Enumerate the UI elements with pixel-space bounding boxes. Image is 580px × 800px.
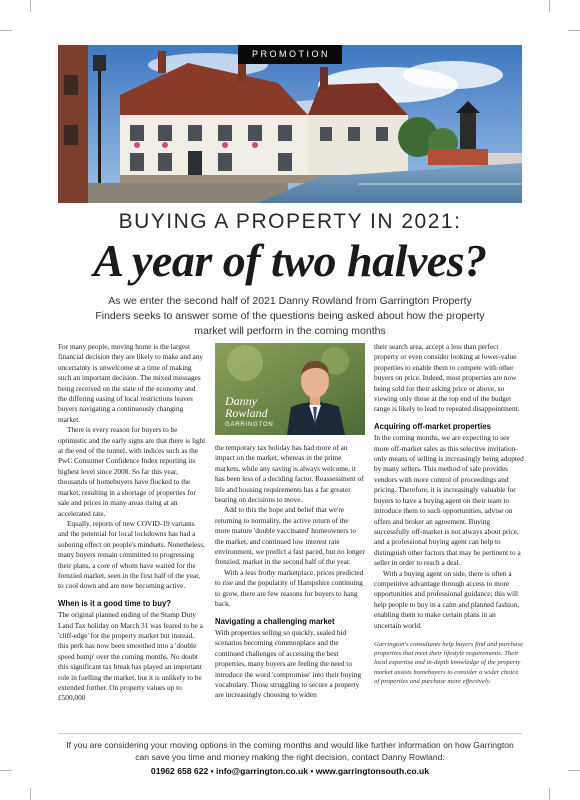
paragraph: With properties selling so quickly, sealed bid scenarios becoming commonplace and the continued challenges of accessing the best properties, many buyers are feeling the need to introduce the word 'compromise' into their buying vocabulary. Those struggling to secure a property are increasingly choosing to widen <box>215 627 362 700</box>
article-headline: A year of two halves? <box>93 235 487 286</box>
paragraph: With a less frothy marketplace, prices predicted to rise and the popularity of Hampshire continuing to grow, there are few reasons for buyers to hang back. <box>215 567 364 609</box>
company-note: Garrington's consultants help buyers find and purchase properties that meet their lifestyle requirements. Their local expertise and in-depth knowledge of the property market assists homebuyers to consider a wider choice of properties and purchase more effectively. <box>374 640 524 685</box>
paragraph: In the coming months, we are expecting to see more off-market sales as this selective invitation-only means of selling is increasingly being adopted by many sellers. This method of sale provides vendors with more control of proceedings and pricing. Therefore, it is increasingly valuable for buyers to have a buying agent on their team to introduce them to such opportunities, advise on offers and broker an agreement. Buying successfully off-market is not always about price, and a professional buying agent can help to distinguish other factors that may be pertinent to a seller in order to reach a deal. <box>374 433 524 568</box>
paragraph: Add to this the hope and belief that we're returning to normality, the active return of the more mature 'double vaccinated' homeowners to the market, and continued low interest rate environment, we predict a fast paced, but no longer frenzied, market in the second half of the year. <box>215 505 365 567</box>
crop-mark <box>30 788 31 800</box>
article-column-2 <box>215 443 365 701</box>
section-heading: Acquiring off-market properties <box>374 421 491 431</box>
paragraph: There is every reason for buyers to be optimistic and the early signs are that there is light at the end of the tunnel, with indices such as the PwC Consumer Confidence Index reporting its highest level since 2008. So far this year, thousands of homebuyers have flocked to the market, resulting in a shortage of properties for sale and prices in many areas rising at an accelerated rate. <box>58 425 206 518</box>
paragraph: The original planned ending of the Stamp Duty Land Tax holiday on March 31 was feared to be a 'cliff-edge' for the property market but instead, this perk has now been smoothed into a 'double speed bump' over the coming months. No doubt this significant tax break has played an important role in fuelling the market, but it is unlikely to be extended further. On property values up to £500,000 <box>58 610 203 703</box>
article-kicker: BUYING A PROPERTY IN 2021: <box>118 210 462 233</box>
paragraph: Equally, reports of new COVID-19 variants and the potential for local lockdowns has had a sobering effect on people's mindsets. Nonetheless, many buyers remain committed to progressing their plans, a core of whom have waited for the frenzied market, seen in the first half of the year, to cool down and are now becoming active. <box>58 518 205 591</box>
crop-mark <box>0 30 12 31</box>
contact-details: 01962 658 622 • info@garrington.co.uk • www.garringtonsouth.co.uk <box>150 766 430 776</box>
promotion-badge: PROMOTION <box>238 45 342 64</box>
caption-last-name: Rowland <box>225 406 268 420</box>
article-standfirst: As we enter the second half of 2021 Danny Rowland from Garrington Property Finders seeks to answer some of the questions being asked about how the property market will perform in the coming months <box>95 295 485 337</box>
paragraph: their search area, accept a less than perfect property or even consider looking at lower-value properties to enable them to compete with other buyers on price. Indeed, most properties are now being sold for their asking price or above, so viewing only those at the top end of the budget range is likely to lead to repeated disappointment. <box>374 342 520 414</box>
portrait-caption-company: GARRINGTON <box>225 422 274 428</box>
crop-mark <box>568 30 580 31</box>
section-heading: Navigating a challenging market <box>215 616 335 626</box>
village-scene-image <box>58 45 522 203</box>
portrait-caption-name <box>225 395 268 419</box>
caption-first-name: Danny <box>225 394 257 408</box>
footer-divider <box>58 733 522 734</box>
crop-mark <box>30 0 31 12</box>
crop-mark <box>549 0 550 12</box>
paragraph: For many people, moving home is the largest financial decision they are likely to make and any uncertainty is unwelcome at a time of making such an important decision. The mixed messages being received on the state of the economy and the differing easing of local restrictions leaves buyers navigating a continuously changing market. <box>58 342 204 424</box>
paragraph: the temporary tax holiday has had more of an impact on the market, whereas in the prime markets, while any saving is always welcome, it has been less of a deciding factor. Reassessment of life and housing requirements has a far greater bearing on decisions to move. <box>215 443 364 505</box>
paragraph: With a buying agent on side, there is often a competitive advantage through access to more opportunities and professional guidance; this will help people to buy in a calm and planned fashion, enabling them to make certain plans in an uncertain world. <box>374 568 520 630</box>
hero-photo <box>58 45 522 203</box>
article-column-3 <box>374 342 524 686</box>
portrait-photo <box>215 343 365 435</box>
footer-text: If you are considering your moving options in the coming months and would like further information on how Garrington can save you time and money making the right decision, contact Danny Rowland: <box>66 740 514 762</box>
crop-mark <box>549 788 550 800</box>
section-heading: When is it a good time to buy? <box>58 598 172 608</box>
article-column-1 <box>58 342 206 704</box>
